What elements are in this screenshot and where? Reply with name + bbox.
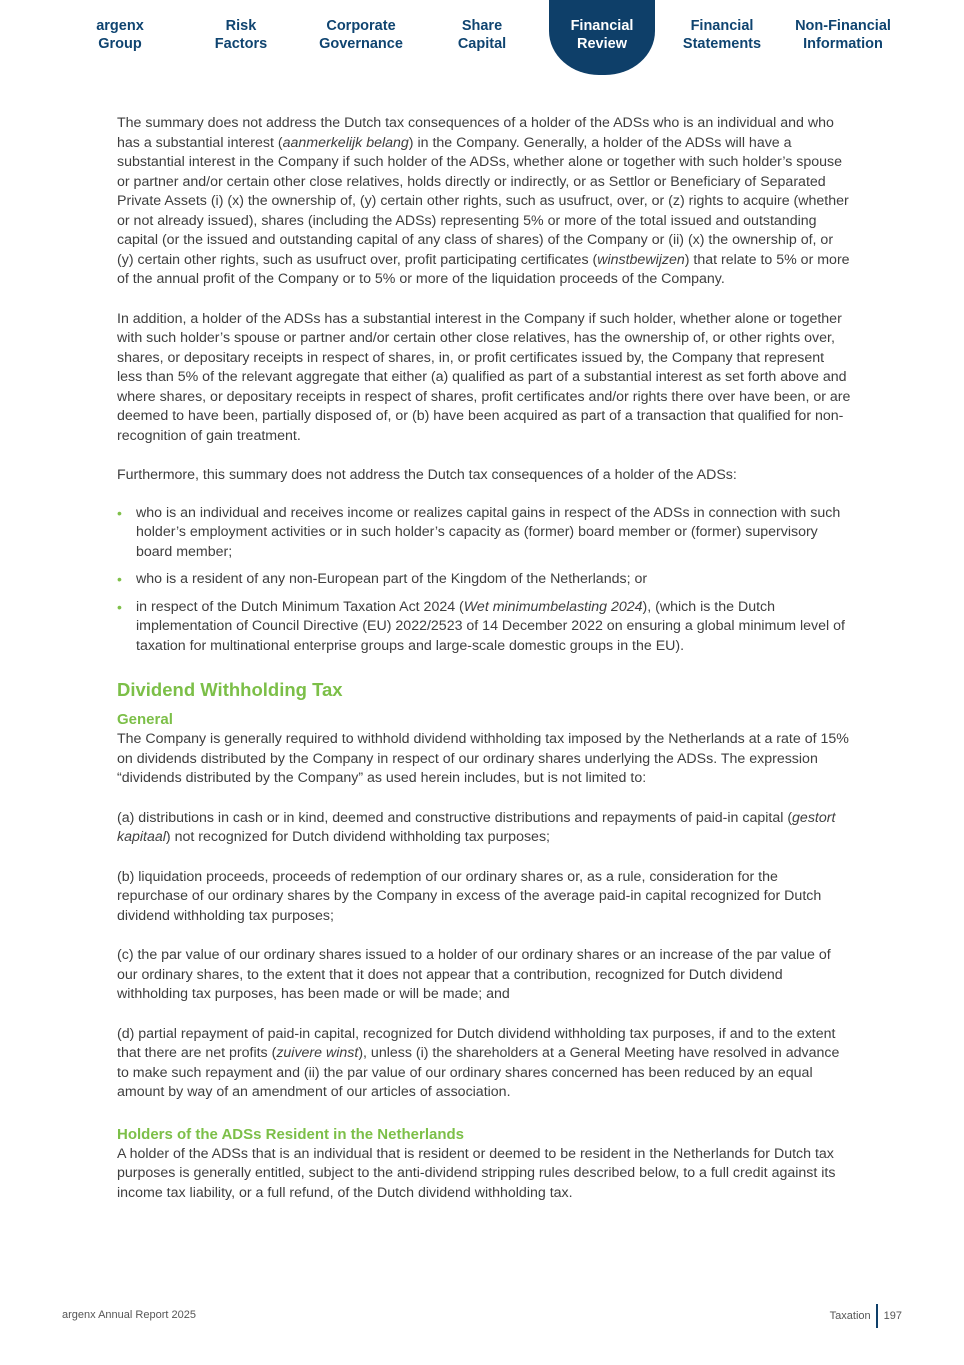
paragraph-substantial-interest [117, 114, 852, 290]
text: in respect of the Dutch Minimum Taxation Act 2024 ( [136, 598, 464, 615]
paragraph-general: The Company is generally required to withhold dividend withholding tax imposed by the Netherlands at a rate of 15% on dividends distributed by the Company in respect of our ordinary shares underlying the ADSs. The expression “dividends distributed by the Company” as used herein includes, but is not limited to: [117, 731, 849, 786]
text: The summary does not address the Dutch tax consequences of a holder of the ADSs who is an individual and who has a substantial interest ( [117, 115, 834, 151]
paragraph-item-d [117, 1025, 852, 1103]
bullet-icon: • [117, 598, 122, 615]
tab-label-line2: Factors [214, 36, 268, 52]
tab-label-line1: Financial [570, 18, 634, 34]
exclusion-list [117, 504, 852, 657]
main-content [117, 114, 852, 1203]
tab-label-line1: Financial [690, 18, 754, 34]
tab-label-line1: Corporate [326, 18, 396, 34]
text: (a) distributions in cash or in kind, deemed and constructive distributions and repayments of paid-in capital ( [117, 809, 793, 826]
tab-corporate-governance[interactable] [301, 17, 421, 53]
footer-section-name: Taxation [829, 1310, 871, 1322]
tab-share-capital[interactable] [422, 17, 542, 53]
subsection-heading-general: General [117, 711, 173, 728]
text: who is an individual and receives income or realizes capital gains in respect of the ADSs in connection with such holder’s employment activities or in such holder’s capacity as (former) board member or (former) supervisory board member; [136, 504, 841, 560]
bullet-icon: • [117, 504, 122, 521]
tab-label-line2: Group [98, 36, 142, 52]
tab-financial-review[interactable] [542, 17, 662, 53]
paragraph-item-b: (b) liquidation proceeds, proceeds of redemption of our ordinary shares or, as a rule, consideration for the repurchase of our ordinary shares by the Company in excess of the average paid-in capital recognized for Dutch dividend withholding tax purposes; [117, 868, 822, 924]
italic-term: gestort kapitaal [117, 809, 836, 845]
italic-term: zuivere winst [276, 1045, 359, 1061]
tab-label-line1: Risk [225, 18, 257, 34]
text: ) that relate to 5% or more of the annual profit of the Company or to 5% or more of the liquidation proceeds of the Company. [117, 251, 850, 287]
paragraph-residents: A holder of the ADSs that is an individual that is resident or deemed to be resident in the Netherlands for Dutch tax purposes is generally entitled, subject to the anti-dividend stripping rules described below, to a full credit against its income tax liability, or a full refund, of the Dutch dividend withholding tax. [117, 1145, 836, 1201]
tab-label-line2: Statements [682, 36, 762, 52]
footer-report-title: argenx Annual Report 2025 [62, 1309, 196, 1321]
tab-argenx-group[interactable] [60, 17, 180, 53]
footer-page-info [830, 1304, 902, 1328]
tab-label-line2: Review [577, 36, 627, 52]
footer-divider [876, 1304, 878, 1328]
list-item [117, 570, 852, 590]
tab-financial-statements[interactable] [662, 17, 782, 53]
text: who is a resident of any non-European part of the Kingdom of the Netherlands; or [136, 571, 648, 587]
text: ) not recognized for Dutch dividend withholding tax purposes; [165, 829, 550, 845]
paragraph-additional-interest: In addition, a holder of the ADSs has a substantial interest in the Company if such holder, whether alone or together with such holder’s spouse or partner and/or certain other close relatives, has the ownership of, or other rights over, shares, or depositary receipts in respect of shares, in, or profit certificates issued by, the Company that represent less than 5% of the relevant aggregate that either (a) qualified as part of a substantial interest as set forth above and where shares, or depositary receipts in respect of shares, profit certificates and/or rights there over have been, or are deemed to have been, partially disposed of, or (b) have been acquired as part of a transaction that qualified for non-recognition of gain treatment. [117, 310, 851, 444]
italic-term: winstbewijzen [597, 251, 685, 268]
tab-label-line2: Capital [457, 36, 507, 52]
bullet-icon: • [117, 571, 122, 587]
text: ) in the Company. Generally, a holder of the ADSs will have a substantial interest in the Company if such holder of the ADSs, whether alone or together with such holder’s spouse or partner and/or certain other close relatives, holds directly or indirectly, or as Settlor or Beneficiary of Separated Private Assets (i) (x) the ownership of, (y) certain other rights, such as usufruct, over, or (z) rights to acquire (whether or not already issued), shares (including the ADSs) representing 5% or more of the total issued and outstanding capital (or the issued and outstanding capital of any class of shares) of the Company or (ii) (x) the ownership of, or (y) certain other rights, such as usufruct over, profit participating certificates ( [117, 134, 849, 268]
tab-label-line1: Non-Financial [795, 18, 891, 34]
tab-label-line1: Share [461, 18, 503, 34]
page-number: 197 [883, 1310, 902, 1322]
list-item [117, 504, 852, 563]
text: ), unless (i) the shareholders at a General Meeting have resolved in advance to make such repayment and (ii) the par value of our ordinary shares concerned has been reduced by an equal amount by way of an amendment of our articles of association. [117, 1045, 840, 1100]
tab-non-financial-information[interactable] [783, 17, 903, 53]
text: ), (which is the Dutch implementation of Council Directive (EU) 2022/2523 of 14 December 2022 on ensuring a global minimum level of taxation for multinational enterprise groups and large-scale domestic groups in the EU). [136, 598, 845, 654]
list-item [117, 598, 852, 657]
tab-label-line2: Information [803, 36, 883, 52]
text: (d) partial repayment of paid-in capital, recognized for Dutch dividend withholding tax purposes, if and to the extent that there are net profits ( [117, 1025, 836, 1061]
tab-risk-factors[interactable] [181, 17, 301, 53]
tab-label-line2: Governance [319, 36, 403, 52]
italic-term: Wet minimumbelasting 2024 [463, 598, 643, 615]
top-navigation [60, 0, 904, 80]
paragraph-item-c: (c) the par value of our ordinary shares issued to a holder of our ordinary shares or an increase of the par value of our ordinary shares, to the extent that it does not appear that a contribution, recognized for Dutch dividend withholding tax purposes, has been made or will be made; and [117, 947, 831, 1002]
italic-term: aanmerkelijk belang [282, 134, 409, 151]
paragraph-item-a [117, 809, 852, 848]
section-heading: Dividend Withholding Tax [117, 679, 343, 700]
subsection-heading-residents: Holders of the ADSs Resident in the Netherlands [117, 1125, 464, 1143]
tab-label-line1: argenx [96, 18, 144, 34]
paragraph-furthermore: Furthermore, this summary does not address the Dutch tax consequences of a holder of the ADSs: [117, 467, 737, 483]
